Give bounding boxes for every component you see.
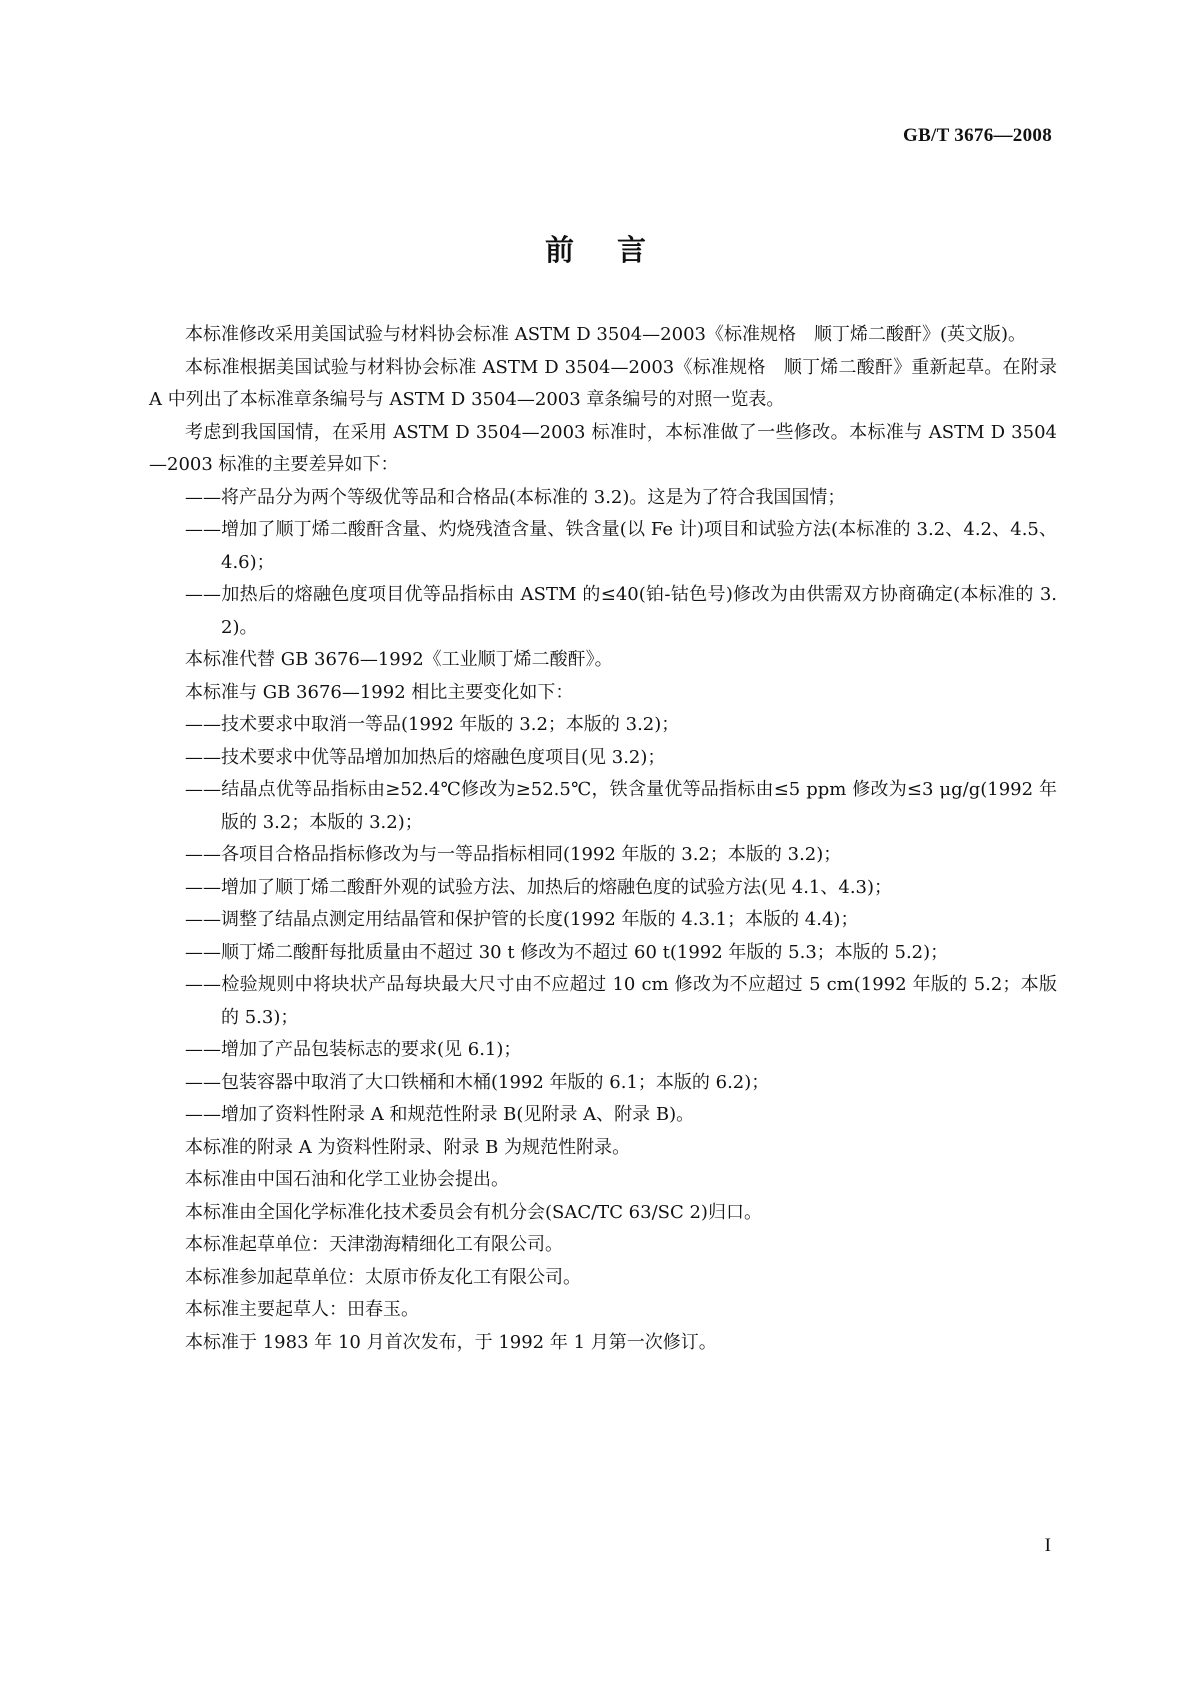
paragraph-drafting-basis: 本标准根据美国试验与材料协会标准 ASTM D 3504—2003《标准规格 顺丁烯二酸酐》重新起草。在附录 A 中列出了本标准章条编号与 ASTM D 3504—2003 章条编号的对照一览表。 <box>149 356 1057 410</box>
paragraph-differences-intro: 考虑到我国国情，在采用 ASTM D 3504—2003 标准时，本标准做了一些修改。本标准与 ASTM D 3504—2003 标准的主要差异如下： <box>149 421 1057 475</box>
change-item: ——技术要求中取消一等品(1992 年版的 3.2；本版的 3.2)； <box>185 714 680 735</box>
paragraph-changes-intro: 本标准与 GB 3676—1992 相比主要变化如下： <box>185 681 574 703</box>
paragraph-adoption: 本标准修改采用美国试验与材料协会标准 ASTM D 3504—2003《标准规格 顺丁烯二酸酐》(英文版)。 <box>185 324 1027 345</box>
standard-code: GB/T 3676—2008 <box>902 125 1052 146</box>
change-item: ——增加了产品包装标志的要求(见 6.1)； <box>185 1039 522 1060</box>
paragraph-under-jurisdiction: 本标准由全国化学标准化技术委员会有机分会(SAC/TC 63/SC 2)归口。 <box>185 1201 762 1223</box>
paragraph-proposed-by: 本标准由中国石油和化学工业协会提出。 <box>185 1169 509 1190</box>
change-item: ——顺丁烯二酸酐每批质量由不超过 30 t 修改为不超过 60 t(1992 年版的 5.3；本版的 5.2)； <box>185 941 949 963</box>
difference-item: ——增加了顺丁烯二酸酐含量、灼烧残渣含量、铁含量(以 Fe 计)项目和试验方法(本标准的 3.2、4.2、4.5、4.6)； <box>185 519 1057 573</box>
change-item: ——增加了顺丁烯二酸酐外观的试验方法、加热后的熔融色度的试验方法(见 4.1、4.3)； <box>185 876 893 898</box>
change-item: ——调整了结晶点测定用结晶管和保护管的长度(1992 年版的 4.3.1；本版的 4.4)； <box>185 909 859 930</box>
page-number: I <box>1044 1535 1051 1556</box>
paragraph-annexes: 本标准的附录 A 为资料性附录、附录 B 为规范性附录。 <box>185 1136 631 1158</box>
document-body <box>149 319 1057 1359</box>
change-item: ——检验规则中将块状产品每块最大尺寸由不应超过 10 cm 修改为不应超过 5 cm(1992 年版的 5.2；本版的 5.3)； <box>185 974 1057 1028</box>
change-item: ——包装容器中取消了大口铁桶和木桶(1992 年版的 6.1；本版的 6.2)； <box>185 1071 770 1093</box>
difference-item: ——将产品分为两个等级优等品和合格品(本标准的 3.2)。这是为了符合我国国情； <box>185 486 846 508</box>
change-item: ——增加了资料性附录 A 和规范性附录 B(见附录 A、附录 B)。 <box>185 1104 695 1125</box>
paragraph-drafting-unit: 本标准起草单位：天津渤海精细化工有限公司。 <box>185 1234 563 1255</box>
paragraph-replaces: 本标准代替 GB 3676—1992《工业顺丁烯二酸酐》。 <box>185 649 613 670</box>
change-item: ——技术要求中优等品增加加热后的熔融色度项目(见 3.2)； <box>185 746 666 768</box>
paragraph-main-drafter: 本标准主要起草人：田春玉。 <box>185 1299 419 1320</box>
paragraph-participating-unit: 本标准参加起草单位：太原市侨友化工有限公司。 <box>185 1266 581 1288</box>
page-title: 前言 <box>544 233 689 267</box>
change-item: ——各项目合格品指标修改为与一等品指标相同(1992 年版的 3.2；本版的 3.2)； <box>185 844 842 865</box>
change-item: ——结晶点优等品指标由≥52.4℃修改为≥52.5℃，铁含量优等品指标由≤5 ppm 修改为≤3 μg/g(1992 年版的 3.2；本版的 3.2)； <box>185 779 1057 833</box>
paragraph-history: 本标准于 1983 年 10 月首次发布，于 1992 年 1 月第一次修订。 <box>185 1331 717 1353</box>
difference-item: ——加热后的熔融色度项目优等品指标由 ASTM 的≤40(铂-钴色号)修改为由供需双方协商确定(本标准的 3.2)。 <box>185 584 1057 638</box>
